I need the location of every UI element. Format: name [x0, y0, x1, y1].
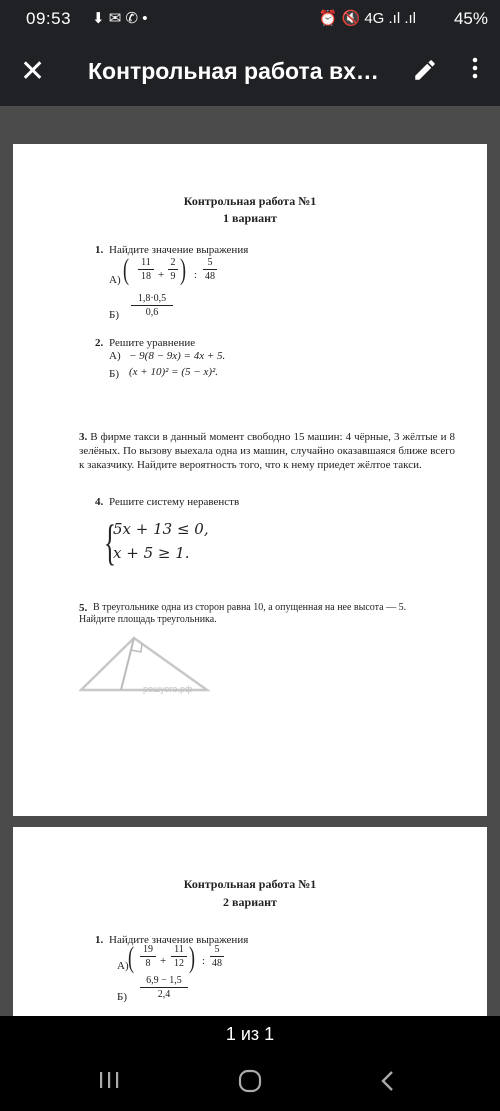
task1-text: Найдите значение выражения: [109, 934, 249, 946]
task5-text-line2: Найдите площадь треугольника.: [79, 614, 217, 625]
battery-level: 45%: [453, 9, 488, 28]
system-nav-bar: [0, 1053, 500, 1111]
paren-close: ): [180, 253, 186, 286]
plus-sign: +: [158, 269, 165, 281]
back-icon[interactable]: [378, 1069, 396, 1100]
system-brace: {: [104, 514, 116, 570]
task1-a-label: А): [109, 274, 121, 286]
task1-b-label: Б): [109, 309, 119, 321]
task2-a-label: А): [109, 350, 121, 362]
fraction: 19 8: [140, 944, 156, 969]
colon-sign: :: [194, 269, 198, 281]
fraction: 5 48: [212, 944, 222, 969]
document-title: Контрольная работа вх…: [88, 58, 379, 84]
inequality-2: x + 5 ≥ 1.: [113, 544, 190, 562]
edit-icon[interactable]: [412, 57, 438, 88]
paren-open: (: [123, 253, 129, 286]
clock: 09:53: [26, 9, 72, 28]
fraction: 11 12: [171, 944, 187, 969]
document-viewer[interactable]: [0, 106, 500, 1016]
variant-label: 2 вариант: [223, 895, 277, 909]
task1-b-label: Б): [117, 991, 127, 1003]
task2-text: Решите уравнение: [109, 337, 196, 349]
task4-text: Решите систему неравенств: [109, 496, 240, 508]
fraction: 2 9: [168, 257, 178, 282]
task3-text: В фирме такси в данный момент свободно 15 машин: 4 чёрные, 3 жёлтые и 8 зелёных. По вызову выехала одна из машин, случайно оказавшаяся ближе всего к заказчику. Найдите вероятность того, что к нему приедет жёлтое такси.: [79, 431, 455, 471]
more-options-icon[interactable]: [472, 56, 478, 80]
task2-number: 2.: [95, 337, 104, 349]
app-bar: [0, 40, 500, 106]
variant-label: 1 вариант: [223, 211, 277, 225]
fraction: 1,8·0,5 0,6: [131, 293, 173, 318]
task5-text-line1: В треугольнике одна из сторон равна 10, а опущенная на нее высота — 5.: [93, 602, 407, 613]
notification-icons: ⬇ ✉ ✆ •: [92, 10, 148, 27]
task3-number: 3.: [79, 431, 88, 443]
page-title: Контрольная работа №1: [183, 877, 317, 891]
fraction: 6,9 − 1,5 2,4: [140, 975, 188, 1000]
task2-a-expression: − 9(8 − 9x) = 4x + 5.: [129, 350, 226, 362]
task2-b-expression: (x + 10)² = (5 − x)².: [129, 366, 219, 378]
close-icon[interactable]: ✕: [20, 55, 46, 88]
task5-number: 5.: [79, 602, 88, 614]
page-indicator: 1 из 1: [0, 1016, 500, 1053]
system-icons: ⏰ 🔇 4G .ıl .ıl: [318, 10, 416, 27]
status-bar: [0, 0, 500, 40]
page-title: Контрольная работа №1: [183, 194, 317, 208]
fraction: 5 48: [205, 257, 215, 282]
task1-number: 1.: [95, 934, 104, 946]
home-icon[interactable]: [238, 1069, 262, 1100]
task1-text: Найдите значение выражения: [109, 244, 249, 256]
task1-a-label: А): [117, 960, 129, 972]
paren-open: (: [128, 941, 134, 974]
watermark: решуогэ.рф: [143, 684, 193, 694]
task1-number: 1.: [95, 244, 104, 256]
paren-close: ): [189, 941, 195, 974]
inequality-1: 5x + 13 ≤ 0,: [113, 520, 209, 538]
document-page-1: [13, 144, 487, 816]
recent-apps-icon[interactable]: [98, 1069, 120, 1098]
plus-sign: +: [160, 955, 167, 967]
task4-number: 4.: [95, 496, 104, 508]
fraction: 11 18: [138, 257, 154, 282]
task3-paragraph: [79, 430, 455, 472]
task2-b-label: Б): [109, 368, 119, 380]
colon-sign: :: [202, 955, 206, 967]
document-page-2: [13, 827, 487, 1016]
